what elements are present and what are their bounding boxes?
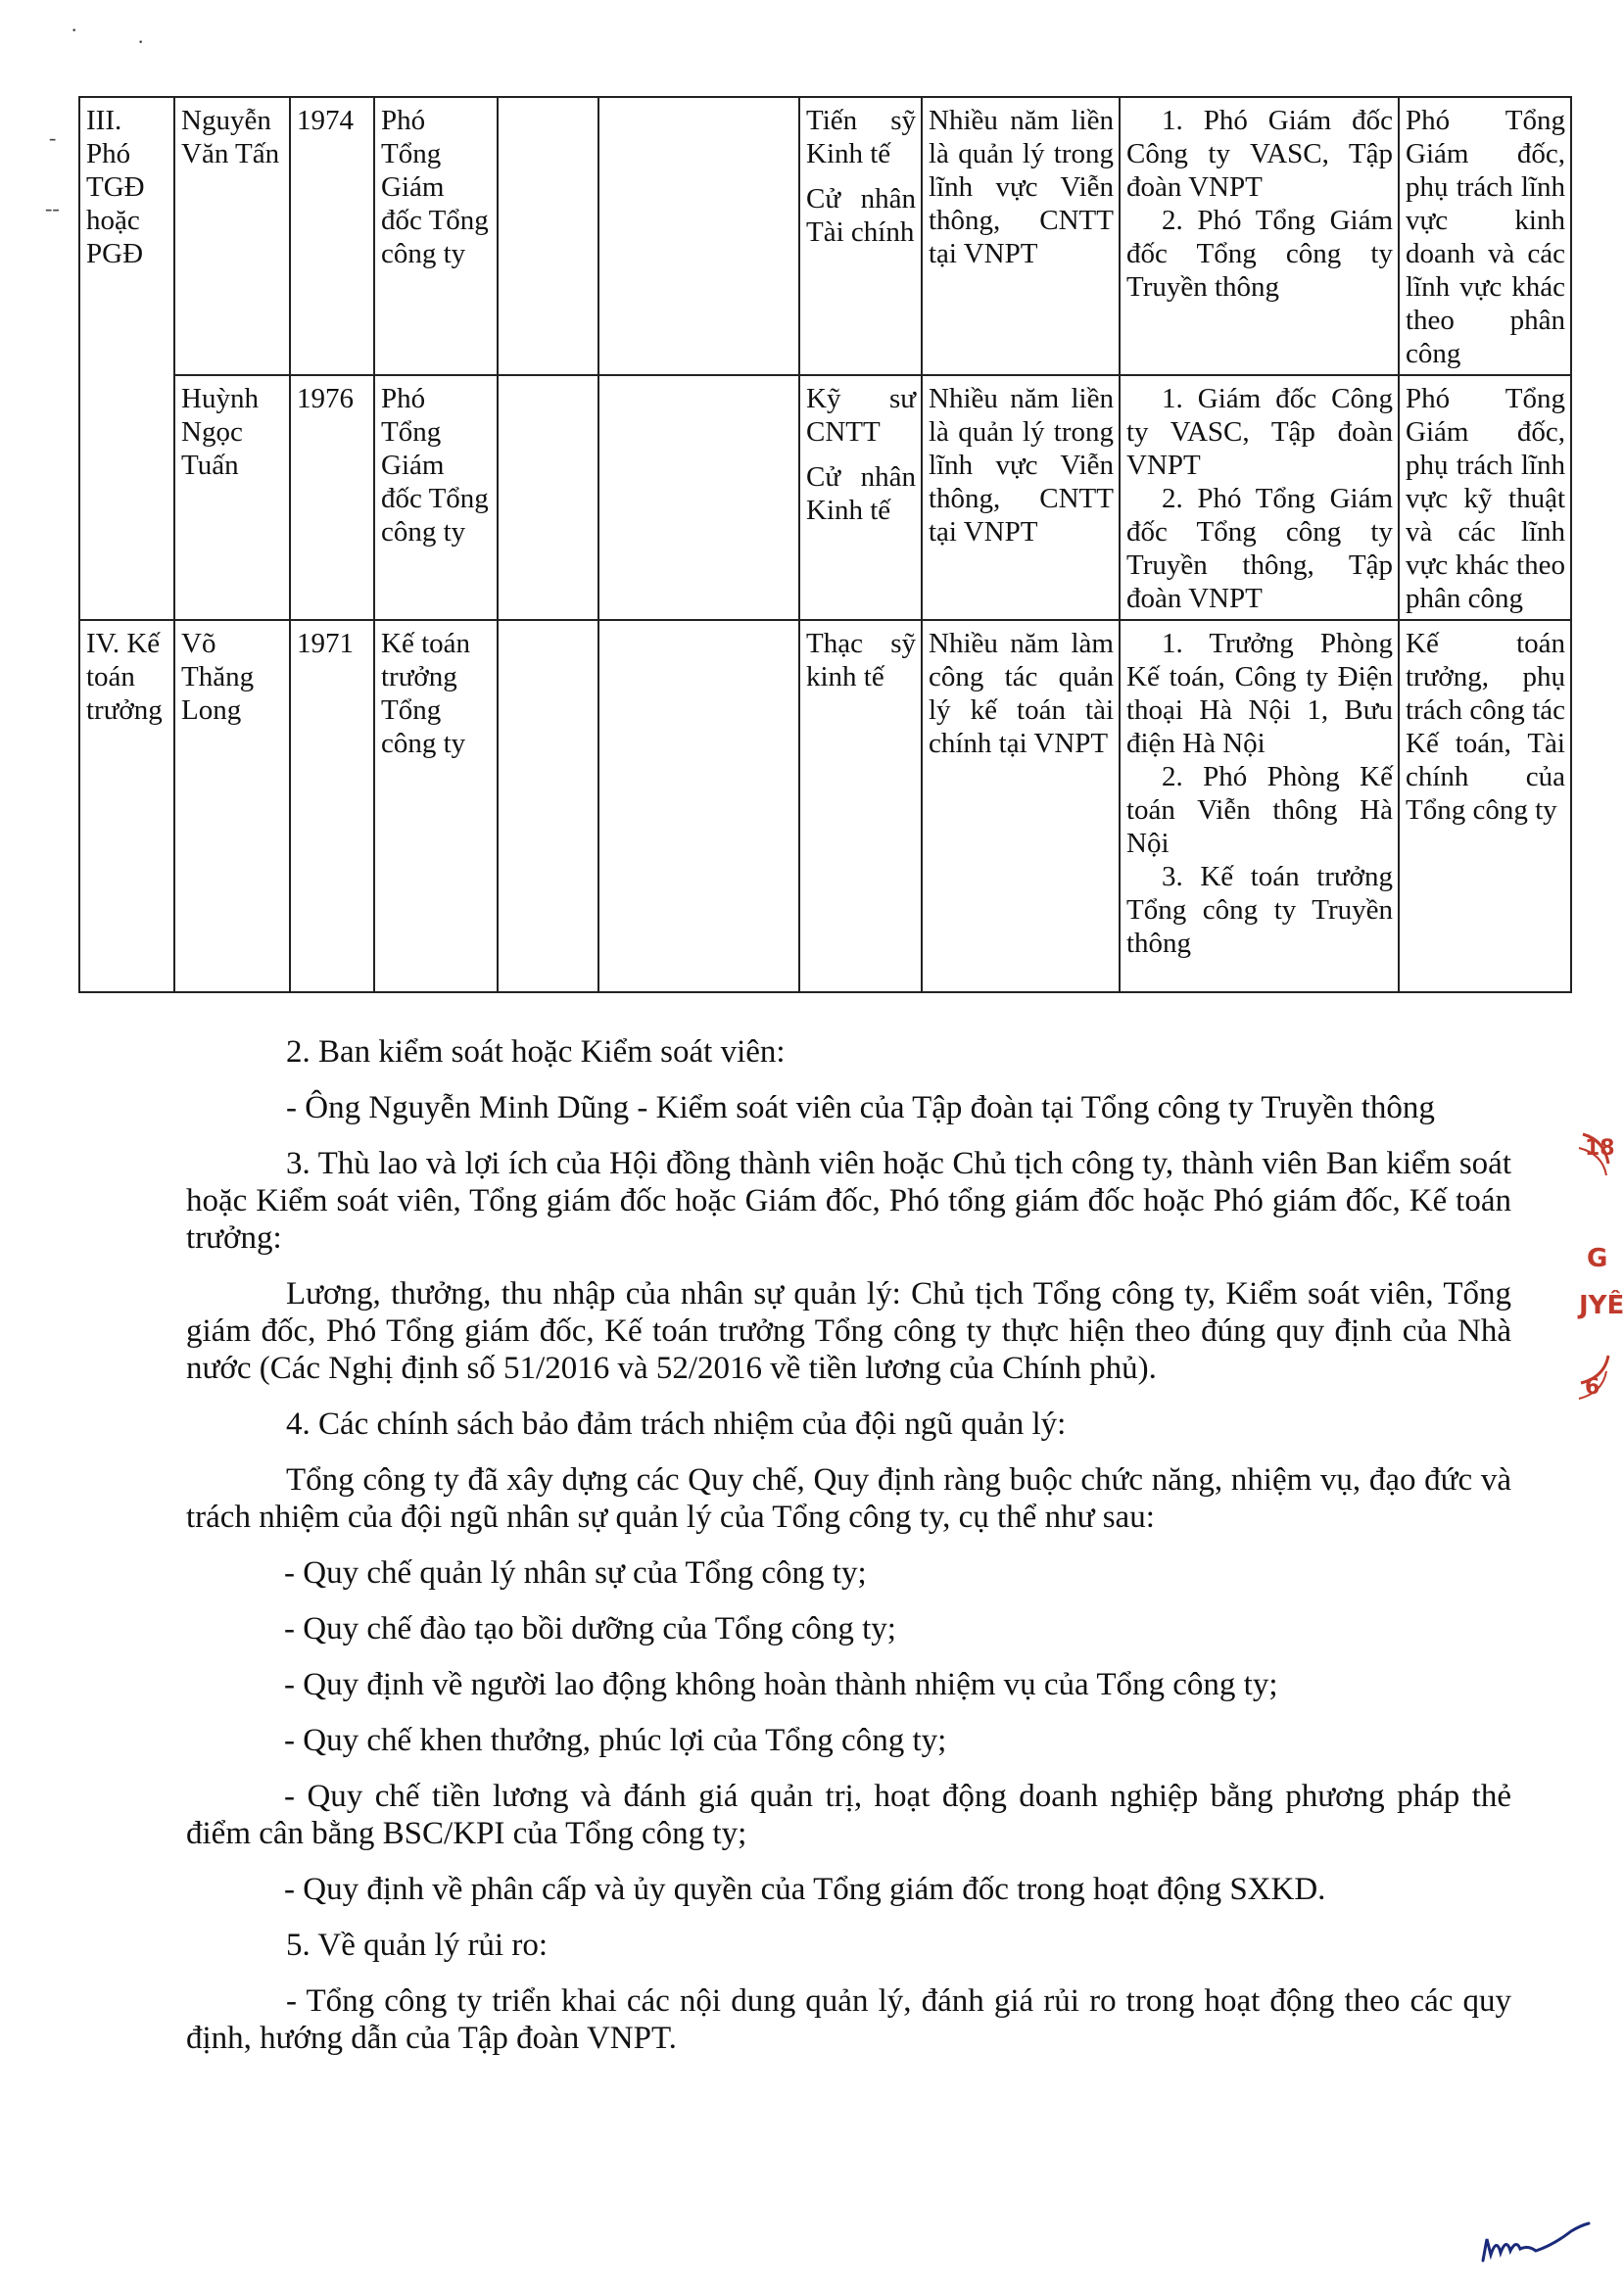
empty-cell: [598, 620, 799, 992]
list-item: - Quy chế quản lý nhân sự của Tổng công ty;: [284, 1555, 867, 1591]
list-item: - Quy chế khen thưởng, phúc lợi của Tổng công ty;: [284, 1723, 947, 1758]
section-5-body: - Tổng công ty triển khai các nội dung quản lý, đánh giá rủi ro trong hoạt động theo các quy định, hướng dẫn của Tập đoàn VNPT.: [186, 1983, 1511, 2056]
position-group-cell: III. Phó TGĐ hoặc PGĐ: [79, 97, 174, 620]
name-cell: Huỳnh Ngọc Tuấn: [174, 375, 290, 620]
title-cell: Phó Tổng Giám đốc Tổng công ty: [374, 97, 498, 375]
empty-cell: [498, 620, 598, 992]
section-4-intro: Tổng công ty đã xây dựng các Quy chế, Quy định ràng buộc chức năng, nhiệm vụ, đạo đức và trách nhiệm của đội ngũ nhân sự quản lý của Tổng công ty, cụ thể như sau:: [186, 1462, 1511, 1535]
stamp-fragment-word: JYÊ: [1579, 1291, 1624, 1320]
empty-cell: [498, 97, 598, 375]
title-cell: Phó Tổng Giám đốc Tổng công ty: [374, 375, 498, 620]
list-item: - Quy định về người lao động không hoàn thành nhiệm vụ của Tổng công ty;: [284, 1667, 1278, 1702]
section-2-body: - Ông Nguyễn Minh Dũng - Kiểm soát viên của Tập đoàn tại Tổng công ty Truyền thông: [286, 1090, 1435, 1125]
responsibility-cell: Phó Tổng Giám đốc, phụ trách lĩnh vực kỹ thuật và các lĩnh vực khác theo phân công: [1399, 375, 1571, 620]
stamp-border-arcs: [1575, 1124, 1614, 1418]
history-cell: 1. Phó Giám đốc Công ty VASC, Tập đoàn VNPT 2. Phó Tổng Giám đốc Tổng công ty Truyền thông: [1120, 97, 1399, 375]
scan-dash: -: [49, 125, 57, 150]
section-3-body: Lương, thưởng, thu nhập của nhân sự quản lý: Chủ tịch Tổng công ty, Kiểm soát viên, Tổng giám đốc, Phó Tổng giám đốc, Kế toán trưởng Tổng công ty thực hiện theo đúng quy định của Nhà nước (Các Nghị định số 51/2016 và 52/2016 về tiền lương của Chính phủ).: [186, 1276, 1511, 1386]
experience-cell: Nhiều năm làm công tác quản lý kế toán tài chính tại VNPT: [922, 620, 1120, 992]
section-2-title: 2. Ban kiểm soát hoặc Kiểm soát viên:: [286, 1034, 786, 1070]
section-3-title: 3. Thù lao và lợi ích của Hội đồng thành viên hoặc Chủ tịch công ty, thành viên Ban kiểm soát hoặc Kiểm soát viên, Tổng giám đốc hoặc Giám đốc, Phó tổng giám đốc hoặc Phó giám đốc, Kế toán trưởng:: [186, 1146, 1511, 1256]
list-item: - Quy chế tiền lương và đánh giá quản trị, hoạt động doanh nghiệp bằng phương pháp thẻ điểm cân bằng BSC/KPI của Tổng công ty;: [186, 1779, 1511, 1851]
birth-year-cell: 1974: [290, 97, 374, 375]
stamp-fragment-top: 18: [1585, 1136, 1615, 1161]
birth-year-cell: 1976: [290, 375, 374, 620]
title-cell: Kế toán trưởng Tổng công ty: [374, 620, 498, 992]
handwritten-initials: [1477, 2216, 1595, 2274]
empty-cell: [598, 375, 799, 620]
experience-cell: Nhiều năm liền là quản lý trong lĩnh vực Viễn thông, CNTT tại VNPT: [922, 97, 1120, 375]
management-table: [78, 96, 1572, 993]
table-row: [79, 375, 1571, 620]
birth-year-cell: 1971: [290, 620, 374, 992]
empty-cell: [598, 97, 799, 375]
scan-dot: ·: [71, 18, 78, 42]
position-group-cell: IV. Kế toán trưởng: [79, 620, 174, 992]
name-cell: Võ Thăng Long: [174, 620, 290, 992]
table-row: [79, 97, 1571, 375]
scan-dash: --: [45, 196, 60, 220]
experience-cell: Nhiều năm liền là quản lý trong lĩnh vực Viễn thông, CNTT tại VNPT: [922, 375, 1120, 620]
degree-cell: Tiến sỹ Kinh tế Cử nhân Tài chính: [799, 97, 922, 375]
empty-cell: [498, 375, 598, 620]
responsibility-cell: Kế toán trưởng, phụ trách công tác Kế toán, Tài chính của Tổng công ty: [1399, 620, 1571, 992]
section-5-title: 5. Về quản lý rủi ro:: [286, 1928, 549, 1963]
list-item: - Quy chế đào tạo bồi dưỡng của Tổng công ty;: [284, 1611, 896, 1646]
document-body: [186, 1033, 1511, 2075]
table-row: [79, 620, 1571, 992]
section-4-title: 4. Các chính sách bảo đảm trách nhiệm của đội ngũ quản lý:: [286, 1407, 1067, 1442]
degree-cell: Kỹ sư CNTT Cử nhân Kinh tế: [799, 375, 922, 620]
stamp-fragment-letter: G: [1587, 1244, 1608, 1273]
stamp-fragment-bottom: 6: [1585, 1375, 1600, 1400]
history-cell: 1. Trưởng Phòng Kế toán, Công ty Điện thoại Hà Nội 1, Bưu điện Hà Nội 2. Phó Phòng Kế toán Viễn thông Hà Nội 3. Kế toán trưởng Tổng công ty Truyền thông: [1120, 620, 1399, 992]
scan-dot: ·: [137, 29, 145, 54]
responsibility-cell: Phó Tổng Giám đốc, phụ trách lĩnh vực kinh doanh và các lĩnh vực khác theo phân công: [1399, 97, 1571, 375]
list-item: - Quy định về phân cấp và ủy quyền của Tổng giám đốc trong hoạt động SXKD.: [284, 1872, 1326, 1907]
history-cell: 1. Giám đốc Công ty VASC, Tập đoàn VNPT 2. Phó Tổng Giám đốc Tổng công ty Truyền thông, Tập đoàn VNPT: [1120, 375, 1399, 620]
degree-cell: Thạc sỹ kinh tế: [799, 620, 922, 992]
name-cell: Nguyễn Văn Tấn: [174, 97, 290, 375]
